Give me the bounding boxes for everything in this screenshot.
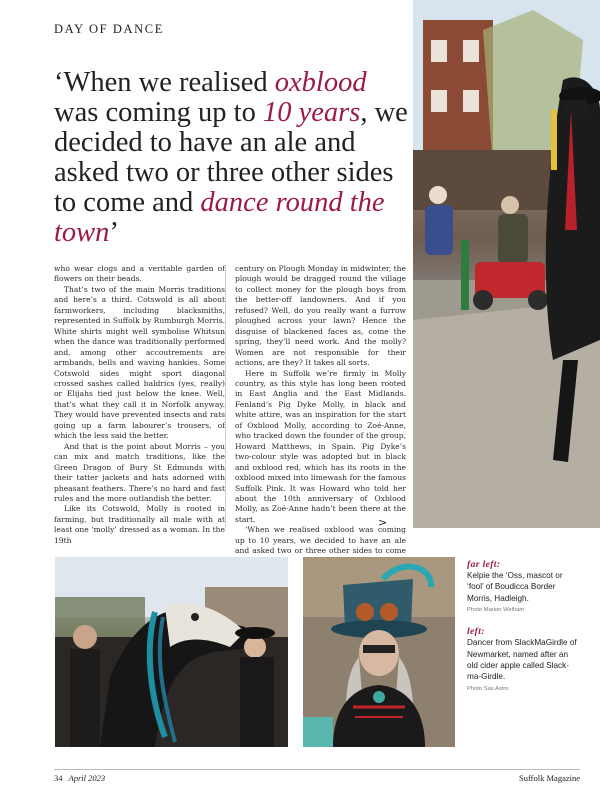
pull-quote-accent: dance round the town [54, 187, 385, 248]
paragraph: Like its Cotswold, Molly is rooted in farming, but traditionally all male with at least one ‘molly’ dressed as a woman. In the 19th [54, 504, 225, 545]
caption-heading: far left: [467, 560, 501, 570]
caption-credit: Photo Sas Astro [467, 685, 509, 692]
paragraph: Here in Suffolk we’re firmly in Molly country, as this style has long been rooted in East Anglia and the East Midlands. Fenland’s Pig Dyke Molly, in black and white attire, was an inspiration for the start of Oxblood Molly, according to Zoé-Anne, who tracked down the founder of the group, Howard Matthews, in Spain. Pig Dyke’s two-colour style was adopted but in black and oxblood red, which has its roots in the oxblood mixed into limewash for the famous Suffolk Pink. It was Howard who told her about the 10th anniversary of Oxblood Molly, as Zoé-Anne hadn’t been there at the start. [235, 368, 406, 524]
issue-date: April 2023 [68, 773, 106, 783]
photo-street-dancer [413, 0, 600, 528]
paragraph: century on Plough Monday in midwinter, the plough would be dragged round the village to collect money for the plough boys from the better-off landowners. And if you refused? Well, do you really want a furrow ploughed across your lawn? Hence the disguise of blackened faces as, come the spring, they’ll need work. And the molly? Women are not responsible for their actions, are they? It takes all sorts. [235, 264, 406, 368]
pull-quote-part: was coming up to [54, 97, 263, 128]
caption-text: Kelpie the ‘Oss, mascot or ‘fool’ of Boudicca Border Morris, Hadleigh. [467, 571, 563, 603]
pull-quote-part: ’ [109, 217, 119, 248]
caption-text: Dancer from SlackMaGirdle of Newmarket, named after an old cider apple called Slack-ma-Girdle. [467, 638, 577, 682]
photo-slackmagirdle-dancer [303, 557, 455, 747]
photo-dancer-illustration [303, 557, 455, 747]
pull-quote-accent: oxblood [274, 67, 367, 98]
text-column-2 [235, 264, 406, 556]
paragraph: And that is the point about Morris – you can mix and match traditions, like the Green Dragon of Bury St Edmunds with their tatter jackets and hats adorned with pheasant feathers. There’s no hard and fast rules and the more outlandish the better. [54, 441, 225, 503]
continue-arrow-icon: > [378, 516, 388, 529]
article-body [54, 264, 406, 556]
caption-credit: Photo Marion Welham [467, 607, 525, 614]
section-label: DAY OF DANCE [54, 22, 164, 36]
photo-captions [467, 560, 579, 692]
magazine-name: Suffolk Magazine [519, 773, 580, 783]
photo-kelpie-oss [55, 557, 288, 747]
column-divider [225, 266, 226, 528]
pull-quote-part: , we decided to have an ale and asked two or three other sides to come and [54, 97, 408, 218]
pull-quote [54, 68, 410, 248]
caption-left [467, 627, 579, 692]
photo-kelpie-illustration [55, 557, 288, 747]
page-number: 34 [54, 773, 63, 783]
text-column-1 [54, 264, 225, 545]
caption-heading: left: [467, 627, 485, 638]
pull-quote-accent: 10 years [262, 97, 361, 128]
paragraph: who wear clogs and a veritable garden of flowers on their beads. [54, 264, 225, 284]
footer-page-info [54, 773, 105, 783]
caption-far-left [467, 560, 579, 613]
paragraph: ‘When we realised oxblood was coming up to 10 years, we decided to have an ale and asked two or three other sides to come [235, 525, 406, 556]
photo-street-dancer-illustration [413, 0, 600, 528]
pull-quote-part: ‘When we realised [54, 67, 275, 98]
paragraph: That’s two of the main Morris traditions and here’s a third. Cotswold is all about farmworkers, including blacksmiths, represented in Suffolk by Rumburgh Morris. White shirts might well symbolise Whitsun when the dance was traditionally performed and, among other accoutrements are armbands, bells and waving hankies. Some Cotswold sides might sport diagonal crossed sashes called baldrics (yes, really) or Elijahs tied just below the knee. Well, that’s what they call it in Norfolk anyway. They would have prevented insects and rats going up a farm labourer’s trousers, of which the less said the better. [54, 284, 225, 441]
footer-rule [54, 769, 580, 770]
